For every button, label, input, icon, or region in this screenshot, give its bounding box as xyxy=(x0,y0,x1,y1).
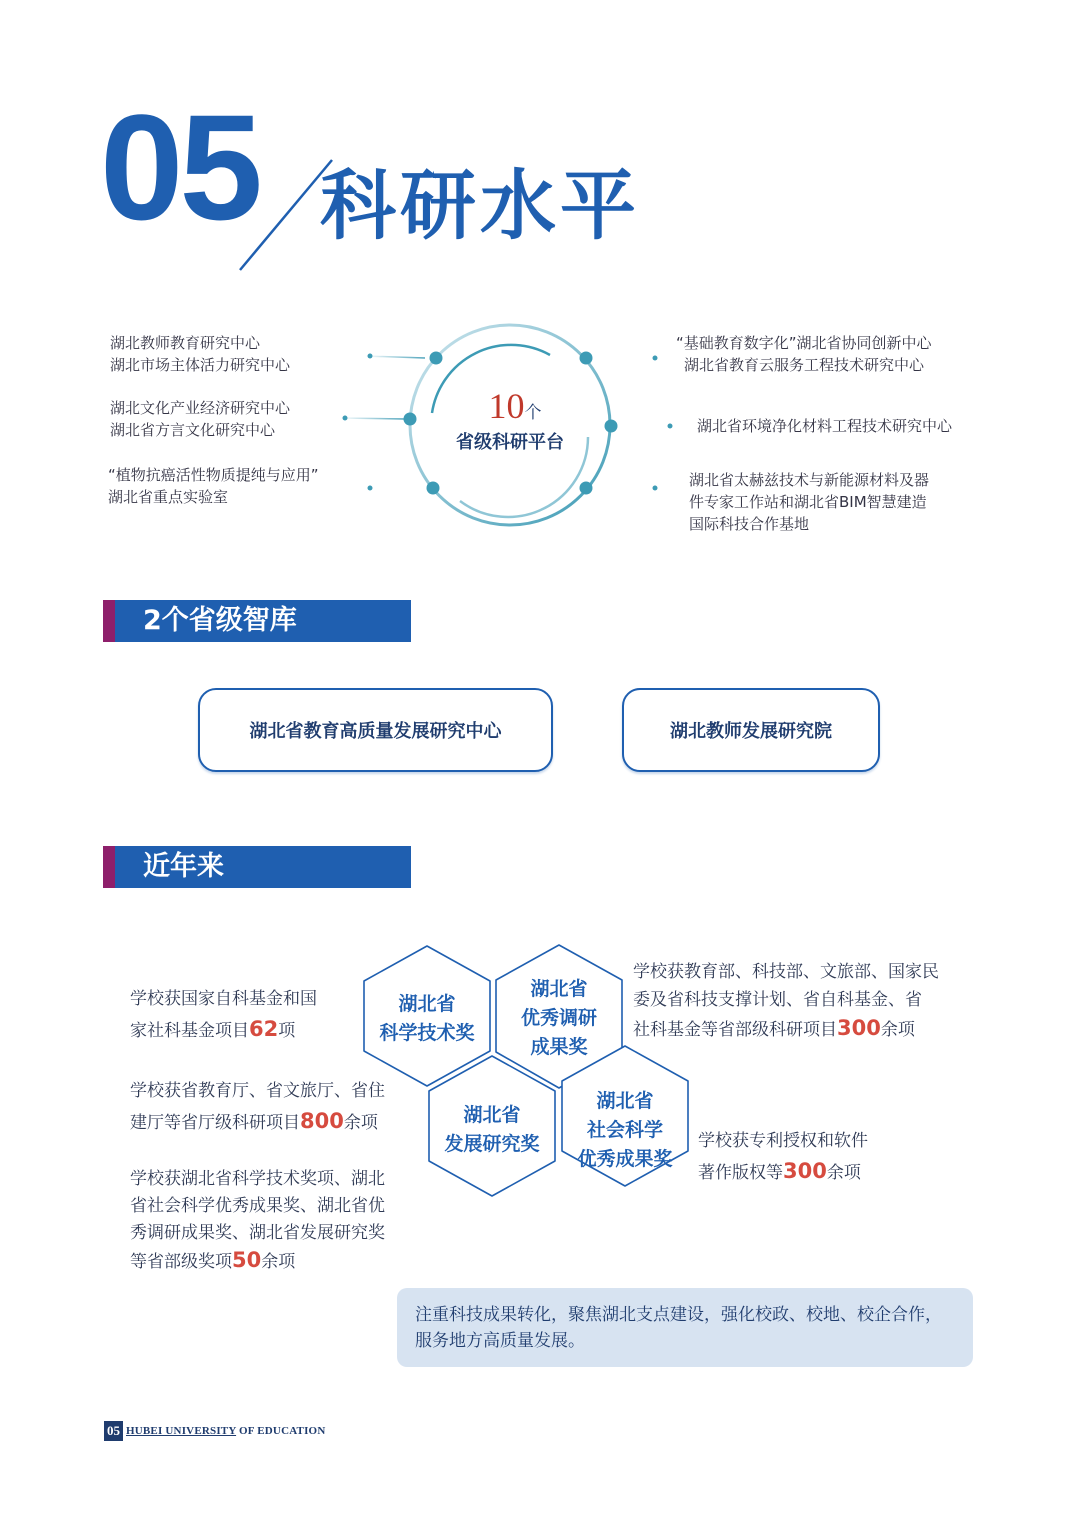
recent-provincial-projects: 学校获省教育厅、省文旅厅、省住 建厅等省厅级科研项目800余项 xyxy=(130,1081,385,1133)
think-tank-item-2: 湖北教师发展研究院 xyxy=(622,688,880,772)
platform-right-1: “基础教育数字化”湖北省协同创新中心 湖北省教育云服务工程技术研究中心 xyxy=(676,334,932,374)
section-header-think-tank: 2个省级智库 xyxy=(103,600,411,642)
page-number: 05 xyxy=(104,1421,123,1441)
think-tank-item-1: 湖北省教育高质量发展研究中心 xyxy=(198,688,553,772)
recent-national-funds: 学校获国家自科基金和国 家社科基金项目62项 xyxy=(130,989,317,1041)
platform-left-3: “植物抗癌活性物质提纯与应用” 湖北省重点实验室 xyxy=(108,466,319,506)
section-header-recent: 近年来 xyxy=(103,846,411,888)
chapter-number: 05 xyxy=(100,83,259,251)
recent-ministry-projects: 学校获教育部、科技部、文旅部、国家民 委及省科技支撑计划、省自科基金、省 社科基金等省部级科研项目300余项 xyxy=(633,962,939,1040)
hex-award-science-tech: 湖北省 科学技术奖 xyxy=(379,993,475,1044)
university-name: HUBEI UNIVERSITY OF EDUCATION xyxy=(126,1425,326,1437)
summary-box: 注重科技成果转化，聚焦湖北支点建设，强化校政、校地、校企合作， 服务地方高质量发展。 xyxy=(397,1288,973,1367)
chapter-title: 科研水平 xyxy=(320,161,640,250)
platform-right-3: 湖北省太赫兹技术与新能源材料及器 件专家工作站和湖北省BIM智慧建造 国际科技合作基地 xyxy=(689,471,930,533)
hex-award-social-science: 湖北省 社会科学 优秀成果奖 xyxy=(577,1090,673,1170)
platform-left-2: 湖北文化产业经济研究中心 湖北省方言文化研究中心 xyxy=(110,399,291,439)
platform-count: 10个 xyxy=(488,386,542,426)
recent-awards: 学校获湖北省科学技术奖项、湖北 省社会科学优秀成果奖、湖北省优 秀调研成果奖、湖北省发展研究奖 等省部级奖项50余项 xyxy=(130,1169,385,1272)
platform-right-2: 湖北省环境净化材料工程技术研究中心 xyxy=(697,417,953,435)
platform-left-1: 湖北教师教育研究中心 湖北市场主体活力研究中心 xyxy=(110,334,291,374)
page-footer xyxy=(104,1420,325,1442)
platform-count-label: 省级科研平台 xyxy=(456,432,564,453)
hex-award-development: 湖北省 发展研究奖 xyxy=(444,1104,540,1155)
recent-patents: 学校获专利授权和软件 著作版权等300余项 xyxy=(698,1131,868,1183)
hex-award-survey: 湖北省 优秀调研 成果奖 xyxy=(520,978,597,1058)
